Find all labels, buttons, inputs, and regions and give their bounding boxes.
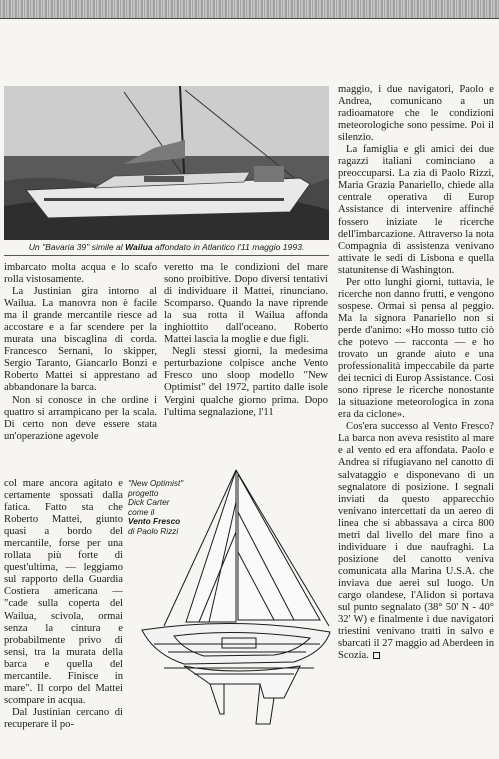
diagram-label-line: di Paolo Rizzi (128, 525, 179, 536)
paragraph: maggio, i due navigatori, Paolo e Andrea, comunicano a un radioamatore che le condizioni meteorologiche sono pessime. Poi il silenzio. (338, 84, 494, 144)
article-column-2 (164, 262, 328, 419)
diagram-label-line: "New Optimist" (128, 478, 184, 488)
paragraph: La famiglia e gli amici dei due ragazzi italiani cominciano a preoccuparsi. La zia di Paolo Rizzi, Maria Grazia Panariello, chiede alla centrale operativa di Europ Assistance di intervenire affinché fossero iniziate le ricerche dell'imbarcazione. Attraverso la nota Compagnia di assistenza venivano attivate le sedi di Lisbona e quella statunitense di Washington. (338, 144, 494, 276)
photo-caption: Un "Bavaria 39" simile al Wailua affondato in Atlantico l'11 maggio 1993. (28, 242, 305, 252)
paragraph: Per otto lunghi giorni, tuttavia, le ricerche non danno frutti, e vengono sospese. Ormai si pensa al peggio. Ma la signora Panariello non si perde d'animo: «Ho mosso tutto ciò che potevo — racconta — e ho trovato un grande aiuto e una professionalità impeccabile da parte dei tecnici di Europ Assistance. Così sono riprese le ricerche nonostante la situazione meteorologica in zona era da ciclone». (338, 276, 494, 421)
article-column-1-lower (4, 478, 123, 731)
caption-rule (4, 255, 329, 256)
article-column-3 (338, 84, 494, 662)
paragraph: Negli stessi giorni, la medesima perturbazione colpisce anche Vento Fresco uno sloop modello "New Optimist" del 1972, partito dalle isole Vergini qualche giorno prima. Dopo l'ultima segnalazione, l'11 (164, 346, 328, 418)
paragraph: veretto ma le condizioni del mare sono proibitive. Dopo diversi tentativi di individuare il Mattei, rinunciano. Scomparso. Quando la nave riprende la sua rotta il Wailua affonda inghiottito dall'oceano. Roberto Mattei lascia la moglie e due figli. (164, 262, 328, 346)
diagram-label-line: progetto (128, 487, 159, 498)
paragraph: La Justinian gira intorno al Wailua. La manovra non è facile ma il grande mercantile riesce ad accostare e a far scendere per la murata una biscaglina di corda. Francesco Sernani, lo skipper, Sergio Taranto, Giancarlo Bonzi e Roberto Mattei si apprestano ad abbandonare la barca. (4, 286, 157, 394)
paragraph: col mare ancora agitato e certamente spossati dalla fatica. Fatto sta che Roberto Mattei, giunto quasi a bordo del mercantile, forse per una rollata più forte di quest'ultima, — leggiamo sul rapporto della Guardia Costiera americana — "cade sulla coperta del Wailua, scivola, ormai senza la cintura e probabilmente privo di sensi, tra la murata della barca e quella del mercantile. Finisce in mare". Il corpo del Mattei scompare in acqua. (4, 478, 123, 706)
diagram-label-line: come il (128, 506, 155, 517)
diagram-label-line: Dick Carter (128, 497, 170, 508)
paragraph: Cos'era successo al Vento Fresco? La barca non aveva resistito al mare e al vento ed era affondata. Paolo e Andrea si rifugiavano nel canotto di salvataggio e disponevano di un segnalatore di posizione. I segnali inviati da questo apparecchio venivano intercettati da un aereo di linea che si abbassava a circa 800 metri dal livello del mare fino a individuare i due naufraghi. La posizione del canotto veniva comunicata alla Marina U.S.A. che inviava due aerei sul luogo. Un cargo olandese, l'Alidon si portava sul punto segnalato (38° 50' N - 40° 32' W) e finalmente i due navigatori triestini venivano tratti in salvo e sbarcati il 27 maggio ad Aberdeen in Scozia. (338, 421, 494, 662)
paragraph: Dal Justinian cercano di recuperare il po- (4, 706, 123, 730)
end-mark-icon (373, 652, 380, 659)
top-border-strip (0, 0, 499, 18)
diagram-label (128, 479, 238, 537)
sailboat-photo (4, 86, 329, 240)
paragraph: imbarcato molta acqua e lo scafo rolla vistosamente. (4, 262, 157, 286)
paragraph: Non si conosce in che ordine i quattro si arrampicano per la scala. Di certo non deve essere stata un'operazione agevole (4, 394, 157, 442)
article-column-1 (4, 262, 157, 443)
top-rule (0, 18, 499, 19)
diagram-label-line: Vento Fresco (128, 516, 181, 527)
